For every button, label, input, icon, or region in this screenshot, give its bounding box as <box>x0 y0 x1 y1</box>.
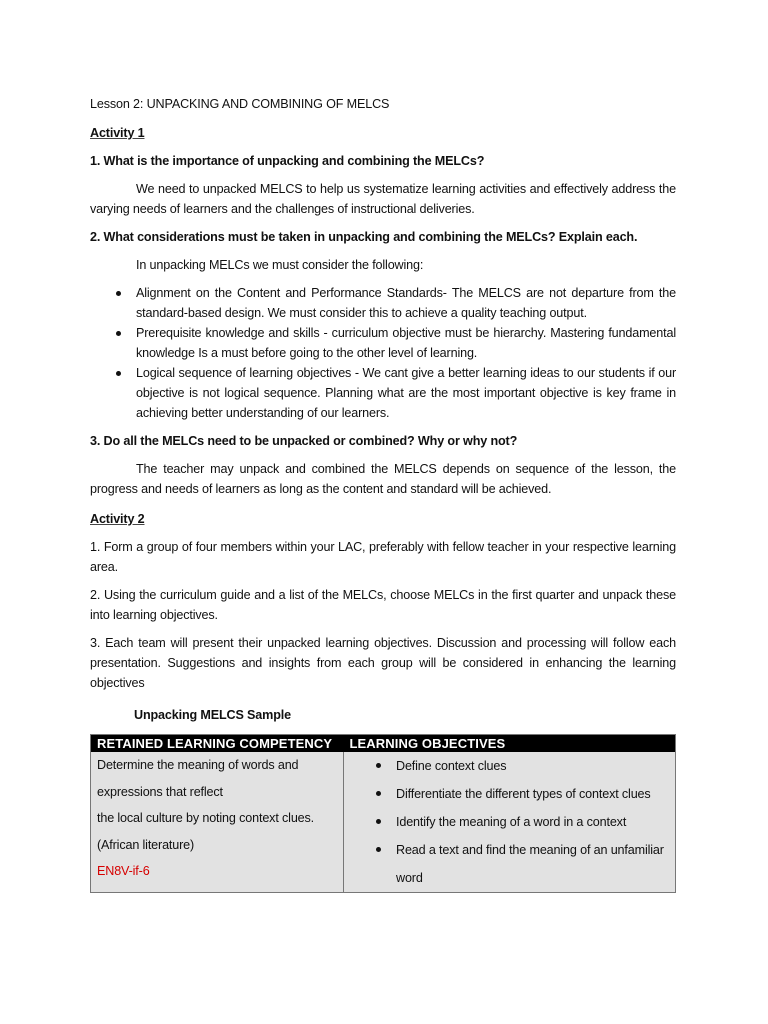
document-content <box>90 94 676 893</box>
answer-3: The teacher may unpack and combined the MELCS depends on sequence of the lesson, the progress and needs of learners as long as the content and standard will be achieved. <box>90 462 676 496</box>
activity-2-item-3: 3. Each team will present their unpacked learning objectives. Discussion and processing will follow each presentation. Suggestions and insights from each group will be considered in enhancing the learning objectives <box>90 636 676 690</box>
header-competency: RETAINED LEARNING COMPETENCY <box>91 735 344 753</box>
competency-line: (African literature) <box>97 837 195 852</box>
melcs-sample-table <box>90 734 676 893</box>
activity-2-item-2: 2. Using the curriculum guide and a list of the MELCs, choose MELCs in the first quarter and unpack these into learning objectives. <box>90 588 676 622</box>
activity-2-item-1: 1. Form a group of four members within your LAC, preferably with fellow teacher in your respective learning area. <box>90 540 676 574</box>
table-header-row <box>91 735 676 753</box>
table-row <box>91 752 676 893</box>
answer-2-intro: In unpacking MELCs we must consider the following: <box>136 258 424 272</box>
competency-line: the local culture by noting context clues. <box>97 811 315 825</box>
question-1: 1. What is the importance of unpacking and combining the MELCs? <box>90 154 485 168</box>
competency-code: EN8V-if-6 <box>97 864 150 878</box>
list-item: Differentiate the different types of context clues <box>344 780 675 808</box>
sample-title: Unpacking MELCS Sample <box>134 708 291 722</box>
list-item: Prerequisite knowledge and skills - curriculum objective must be hierarchy. Mastering fundamental knowledge Is a must before going to the other level of learning. <box>90 323 676 363</box>
activity-1-heading: Activity 1 <box>90 126 145 140</box>
answer-1: We need to unpacked MELCS to help us systematize learning activities and effectively address the varying needs of learners and the challenges of instructional deliveries. <box>90 182 676 216</box>
objectives-cell <box>344 752 676 893</box>
competency-cell <box>91 752 344 893</box>
question-2: 2. What considerations must be taken in unpacking and combining the MELCs? Explain each. <box>90 230 638 244</box>
list-item: Read a text and find the meaning of an unfamiliar word <box>344 836 675 892</box>
list-item: Identify the meaning of a word in a context <box>344 808 675 836</box>
considerations-list <box>90 283 676 423</box>
list-item: Alignment on the Content and Performance Standards- The MELCS are not departure from the standard-based design. We must consider this to achieve a quality teaching output. <box>90 283 676 323</box>
header-objectives: LEARNING OBJECTIVES <box>344 735 676 753</box>
list-item: Define context clues <box>344 752 675 780</box>
question-3: 3. Do all the MELCs need to be unpacked or combined? Why or why not? <box>90 434 518 448</box>
objectives-list <box>344 752 675 892</box>
competency-line: Determine the meaning of words and <box>97 758 299 772</box>
competency-line: expressions that reflect <box>97 784 223 799</box>
activity-2-heading: Activity 2 <box>90 512 145 526</box>
lesson-title: Lesson 2: UNPACKING AND COMBINING OF MELCS <box>90 97 390 111</box>
list-item: Logical sequence of learning objectives - We cant give a better learning ideas to our students if our objective is not logical sequence. Planning what are the most important objective is key frame in achieving better understanding of our learners. <box>90 363 676 423</box>
